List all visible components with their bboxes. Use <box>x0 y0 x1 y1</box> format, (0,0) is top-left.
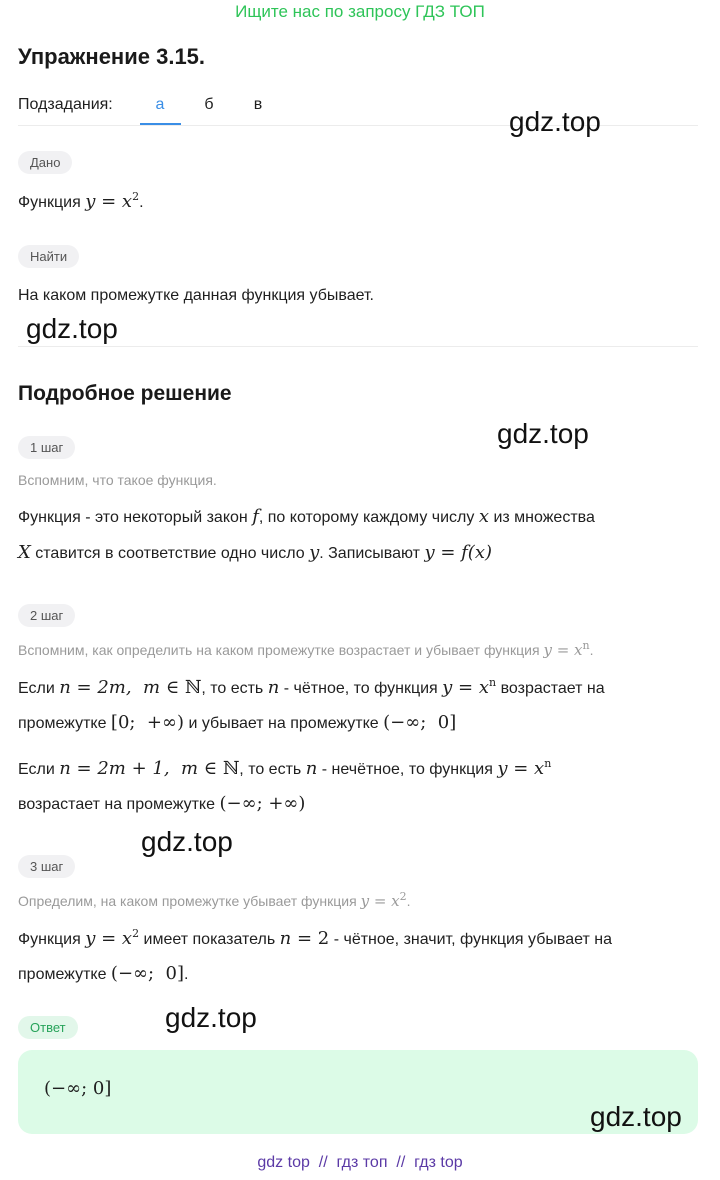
subtasks-label: Подзадания: <box>18 96 113 113</box>
watermark: gdz.top <box>26 313 118 344</box>
step-2-para-1-line-2: промежутке [0; +∞) и убывает на промежутке (−∞; 0] <box>18 712 457 733</box>
watermark: gdz.top <box>141 826 233 857</box>
step-2-para-2-line-1: Если n = 2m + 1, m ∈ ℕ, то есть n - нечётное, то функция $y = x^n$ <box>18 757 552 779</box>
given-text: Функция $y = x^2$. <box>18 190 144 212</box>
step-3-line-2: промежутке (−∞; 0]. <box>18 963 189 984</box>
step-1-badge: 1 шаг <box>18 436 75 459</box>
step-3-hint: Определим, на каком промежутке убывает функция $y = x^2$. <box>18 890 411 910</box>
find-text: На каком промежутке данная функция убывает. <box>18 287 374 304</box>
subtask-tab-v[interactable]: в <box>253 96 263 113</box>
solution-heading: Подробное решение <box>18 382 232 405</box>
given-badge: Дано <box>18 151 72 174</box>
watermark: gdz.top <box>509 106 601 137</box>
watermark: gdz.top <box>590 1101 682 1132</box>
step-3-line-1: Функция $y = x^2$ имеет показатель n = 2 - чётное, значит, функция убывает на <box>18 927 612 949</box>
step-2-para-1-line-1: Если n = 2m, m ∈ ℕ, то есть n - чётное, то функция $y = x^n$ возрастает на <box>18 676 605 698</box>
exercise-title: Упражнение 3.15. <box>18 44 206 69</box>
given-formula: $y = x^2$ <box>85 190 140 212</box>
watermark: gdz.top <box>165 1002 257 1033</box>
search-banner[interactable]: Ищите нас по запросу ГДЗ ТОП <box>235 2 485 21</box>
find-badge: Найти <box>18 245 79 268</box>
step-2-badge: 2 шаг <box>18 604 75 627</box>
step-2-para-2-line-2: возрастает на промежутке (−∞; +∞) <box>18 793 306 814</box>
footer-links[interactable]: gdz top // гдз топ // гдз top <box>257 1154 463 1171</box>
subtask-tab-b[interactable]: б <box>204 96 214 113</box>
step-2-hint: Вспомним, как определить на каком промежутке возрастает и убывает функция $y = x^n$. <box>18 639 594 659</box>
answer-value: (−∞; 0] <box>44 1078 112 1099</box>
answer-badge: Ответ <box>18 1016 78 1039</box>
subtask-tab-a[interactable]: а <box>155 96 165 113</box>
step-1-line-2: X ставится в соответствие одно число y. Записывают y = f(x) <box>18 542 493 563</box>
step-1-hint: Вспомним, что такое функция. <box>18 472 217 488</box>
divider <box>18 346 698 347</box>
step-3-badge: 3 шаг <box>18 855 75 878</box>
watermark: gdz.top <box>497 418 589 449</box>
step-1-line-1: Функция - это некоторый закон f, по которому каждому числу x из множества <box>18 506 595 527</box>
